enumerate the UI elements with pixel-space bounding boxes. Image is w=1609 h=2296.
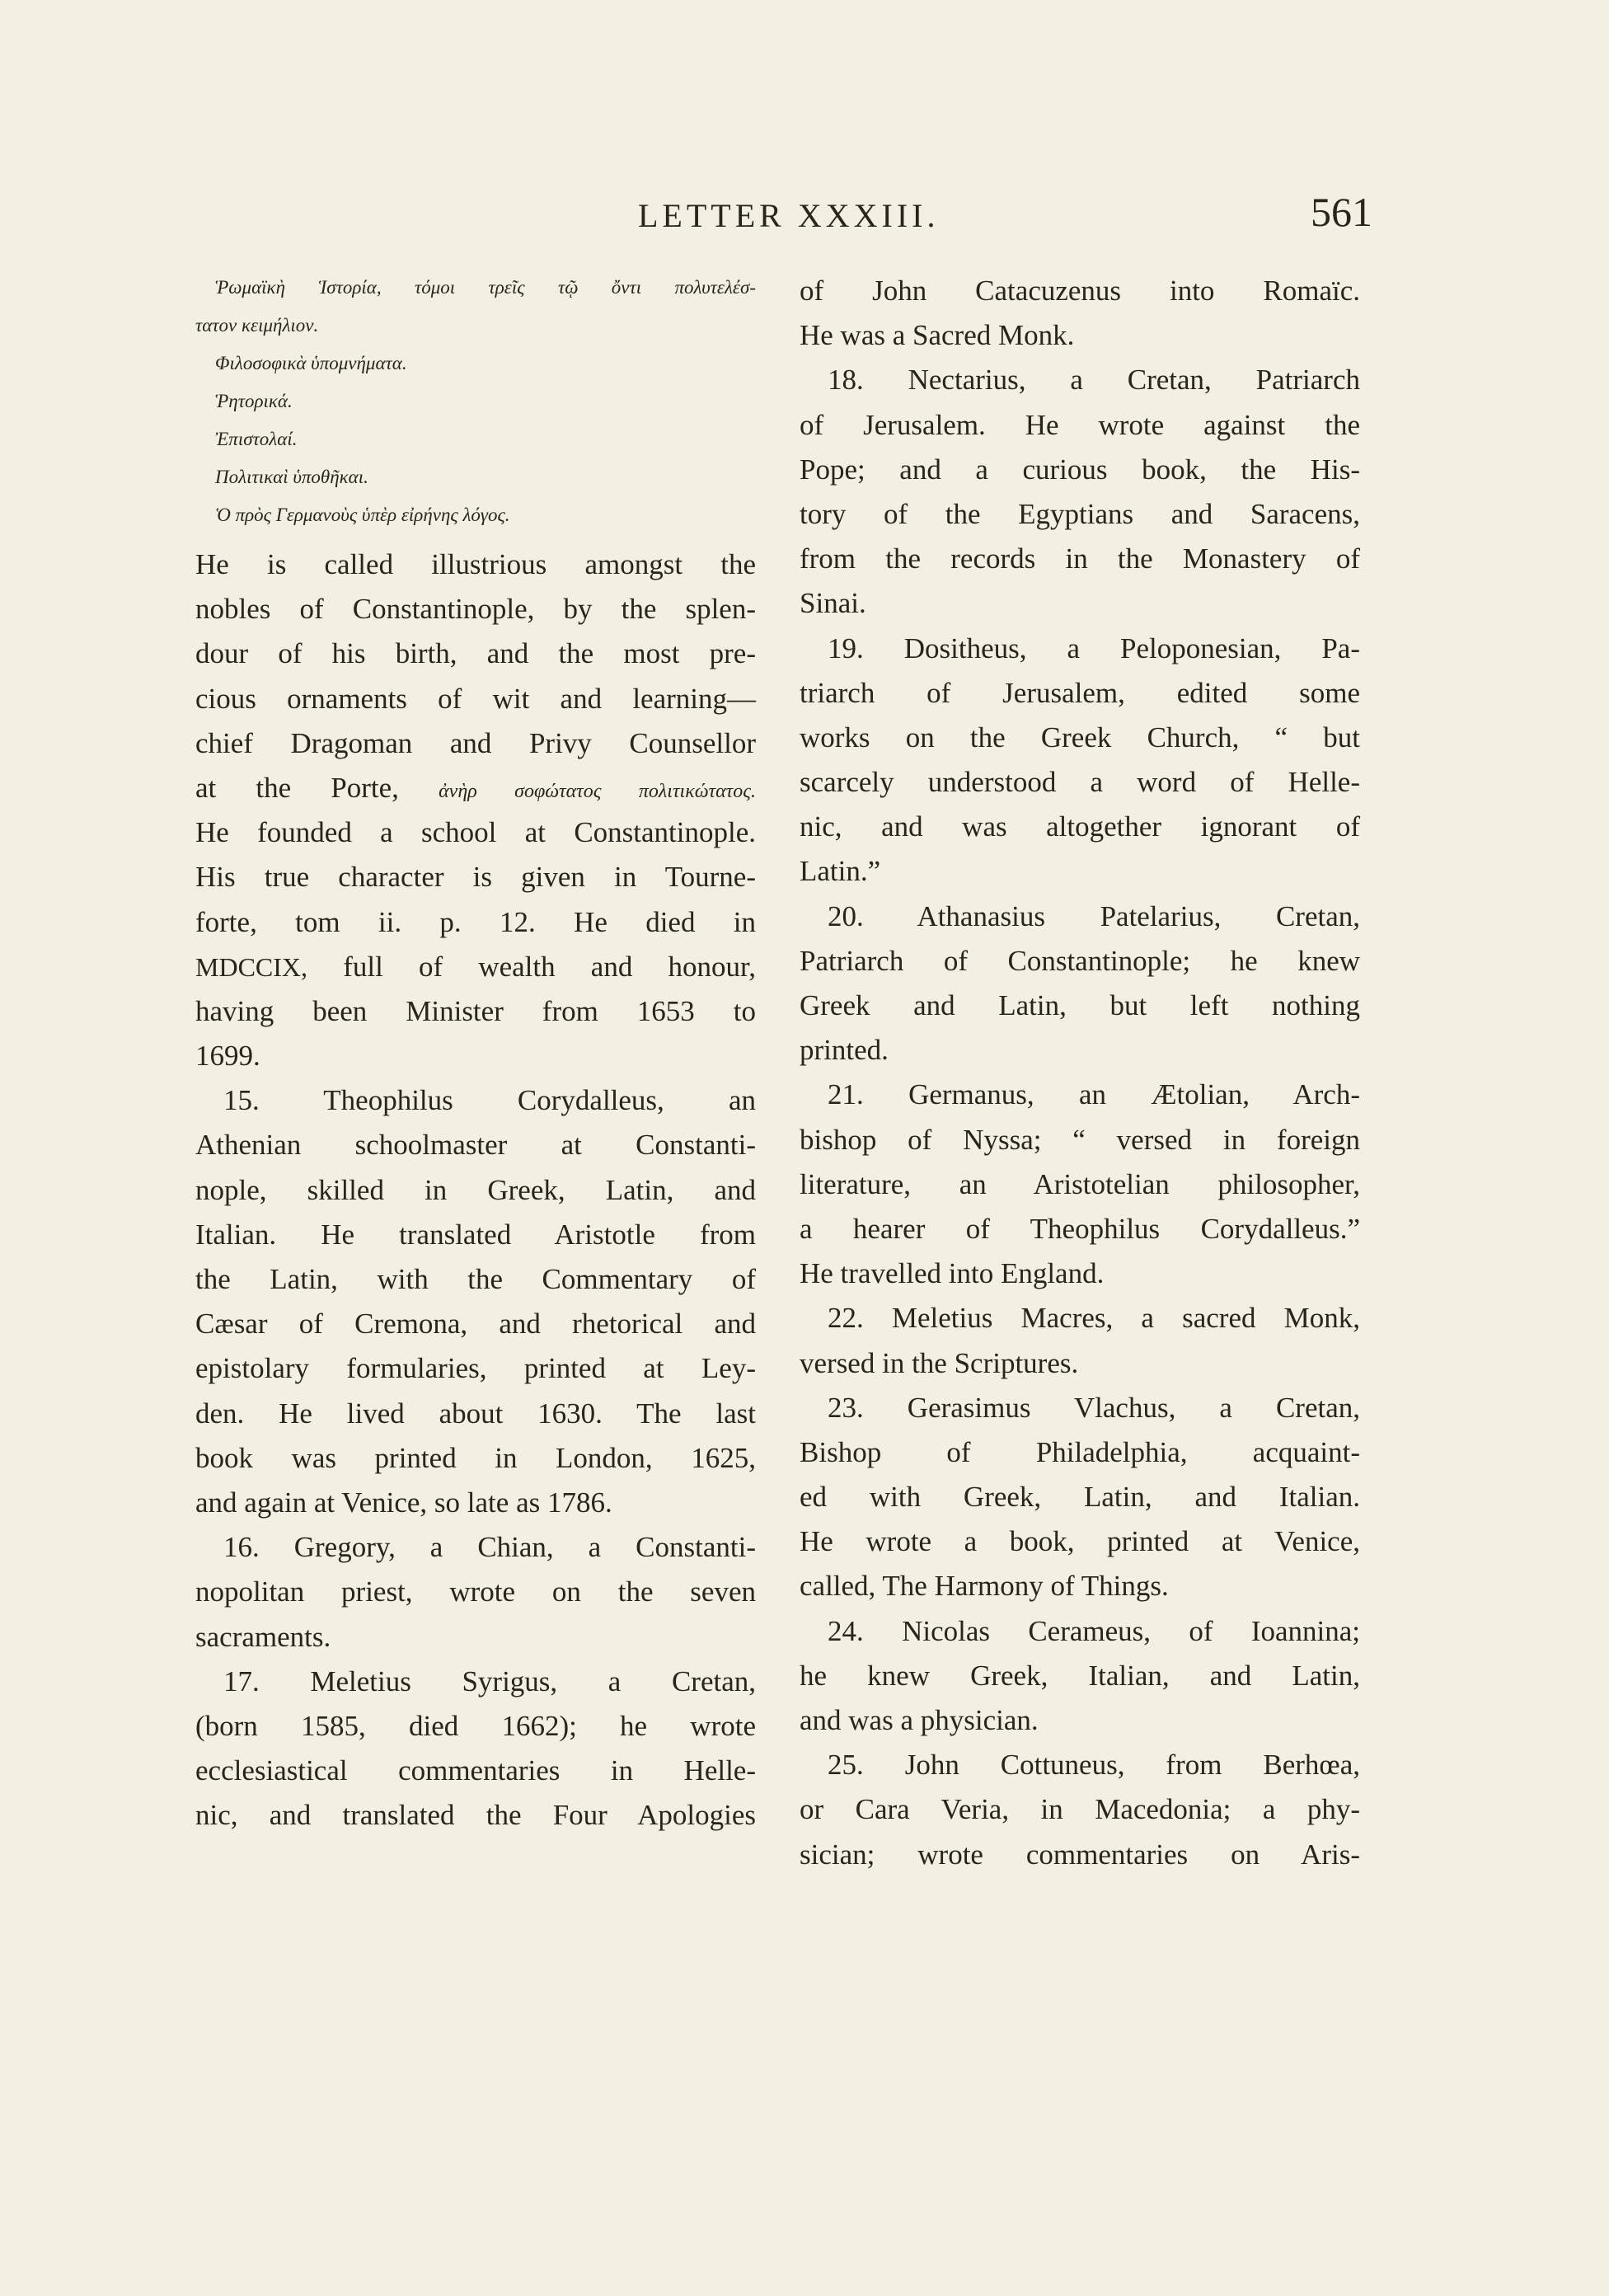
text-line: chief Dragoman and Privy Counsellor bbox=[195, 726, 756, 759]
text-line: 1699. bbox=[195, 1040, 260, 1073]
text-line: den. He lived about 1630. The last bbox=[195, 1397, 756, 1430]
text-line: 15. Theophilus Corydalleus, an bbox=[223, 1084, 756, 1117]
running-title: LETTER XXXIII. bbox=[638, 197, 940, 234]
text-line bbox=[195, 766, 756, 810]
greek-list-item: τατον κειμήλιον. bbox=[195, 315, 319, 336]
right-column bbox=[800, 269, 1360, 1877]
greek-list-item: Πολιτικαὶ ὑποθῆκαι. bbox=[215, 467, 368, 487]
text-line: scarcely understood a word of Helle- bbox=[800, 766, 1360, 799]
text-line: Bishop of Philadelphia, acquaint- bbox=[800, 1435, 1360, 1468]
text-line: sician; wrote commentaries on Aris- bbox=[800, 1838, 1360, 1871]
greek-list-item: Φιλοσοφικὰ ὑπομνήματα. bbox=[215, 353, 407, 373]
text-line: he knew Greek, Italian, and Latin, bbox=[800, 1659, 1360, 1692]
text-line: Latin.” bbox=[800, 855, 881, 888]
text-line: tory of the Egyptians and Saracens, bbox=[800, 497, 1360, 530]
text-line: Greek and Latin, but left nothing bbox=[800, 989, 1360, 1021]
text-line: 23. Gerasimus Vlachus, a Cretan, bbox=[828, 1391, 1360, 1424]
text-line: book was printed in London, 1625, bbox=[195, 1441, 756, 1474]
roman-numeral-year: MDCCIX, bbox=[195, 951, 308, 982]
text-line: He travelled into England. bbox=[800, 1257, 1105, 1290]
text-line: Cæsar of Cremona, and rhetorical and bbox=[195, 1308, 756, 1341]
text-line: dour of his birth, and the most pre- bbox=[195, 637, 756, 670]
text-line: called, The Harmony of Things. bbox=[800, 1570, 1169, 1603]
text-fragment: full of wealth and honour, bbox=[343, 950, 757, 983]
text-line: He is called illustrious amongst the bbox=[195, 548, 756, 580]
text-line: Sinai. bbox=[800, 587, 866, 620]
text-line: His true character is given in Tourne- bbox=[195, 861, 756, 894]
text-line: of Jerusalem. He wrote against the bbox=[800, 408, 1360, 441]
text-line: Athenian schoolmaster at Constanti- bbox=[195, 1129, 756, 1162]
text-line: nic, and translated the Four Apologies bbox=[195, 1799, 756, 1832]
text-line: 21. Germanus, an Ætolian, Arch- bbox=[828, 1078, 1360, 1111]
text-line: Italian. He translated Aristotle from bbox=[195, 1218, 756, 1251]
text-line: 22. Meletius Macres, a sacred Monk, bbox=[828, 1302, 1360, 1335]
text-fragment: at the Porte, bbox=[195, 771, 399, 804]
greek-phrase: ἀνὴρ σοφώτατος πολιτικώτατος. bbox=[439, 780, 757, 802]
text-line: forte, tom ii. p. 12. He died in bbox=[195, 905, 756, 938]
text-line: and again at Venice, so late as 1786. bbox=[195, 1486, 612, 1519]
text-line: works on the Greek Church, “ but bbox=[800, 721, 1360, 754]
text-line: epistolary formularies, printed at Ley- bbox=[195, 1352, 756, 1385]
text-line: nic, and was altogether ignorant of bbox=[800, 810, 1360, 843]
text-line: (born 1585, died 1662); he wrote bbox=[195, 1709, 756, 1742]
text-line: triarch of Jerusalem, edited some bbox=[800, 676, 1360, 709]
text-line: nobles of Constantinople, by the splen- bbox=[195, 593, 756, 626]
text-line: the Latin, with the Commentary of bbox=[195, 1263, 756, 1295]
text-line: Patriarch of Constantinople; he knew bbox=[800, 944, 1360, 977]
text-line: 24. Nicolas Cerameus, of Ioannina; bbox=[828, 1614, 1360, 1647]
text-line: He wrote a book, printed at Venice, bbox=[800, 1525, 1360, 1558]
greek-list-item: Ὁ πρὸς Γερμανοὺς ὑπὲρ εἰρήνης λόγος. bbox=[215, 505, 510, 525]
text-line: 25. John Cottuneus, from Berhœa, bbox=[828, 1749, 1360, 1782]
greek-list-item: Ἐπιστολαί. bbox=[215, 429, 298, 449]
text-line: 18. Nectarius, a Cretan, Patriarch bbox=[828, 364, 1360, 397]
text-line: 16. Gregory, a Chian, a Constanti- bbox=[223, 1531, 756, 1564]
text-line: bishop of Nyssa; “ versed in foreign bbox=[800, 1123, 1360, 1156]
greek-list-item: Ῥωμαϊκὴ Ἱστορία, τόμοι τρεῖς τῷ ὄντι πολυτελέσ- bbox=[215, 277, 756, 298]
text-line: having been Minister from 1653 to bbox=[195, 994, 756, 1027]
text-line: cious ornaments of wit and learning— bbox=[195, 682, 756, 715]
text-line: or Cara Veria, in Macedonia; a phy- bbox=[800, 1793, 1360, 1826]
text-line: literature, an Aristotelian philosopher, bbox=[800, 1167, 1360, 1200]
left-column bbox=[195, 269, 756, 1838]
text-line: ed with Greek, Latin, and Italian. bbox=[800, 1481, 1360, 1514]
text-line: 17. Meletius Syrigus, a Cretan, bbox=[223, 1664, 756, 1697]
greek-list-item: Ῥητορικά. bbox=[215, 391, 293, 411]
text-line: and was a physician. bbox=[800, 1704, 1039, 1736]
text-line: 20. Athanasius Patelarius, Cretan, bbox=[828, 899, 1360, 932]
text-line bbox=[195, 945, 756, 989]
text-line: He founded a school at Constantinople. bbox=[195, 816, 756, 849]
text-line: He was a Sacred Monk. bbox=[800, 319, 1075, 352]
text-line: sacraments. bbox=[195, 1620, 331, 1653]
text-line: a hearer of Theophilus Corydalleus.” bbox=[800, 1212, 1360, 1245]
text-line: nople, skilled in Greek, Latin, and bbox=[195, 1173, 756, 1206]
text-line: nopolitan priest, wrote on the seven bbox=[195, 1575, 756, 1608]
running-header bbox=[0, 188, 1609, 246]
text-line: from the records in the Monastery of bbox=[800, 542, 1360, 575]
text-line: printed. bbox=[800, 1034, 889, 1067]
text-line: Pope; and a curious book, the His- bbox=[800, 453, 1360, 486]
text-line: ecclesiastical commentaries in Helle- bbox=[195, 1754, 756, 1787]
text-line: of John Catacuzenus into Romaïc. bbox=[800, 275, 1360, 307]
text-line: versed in the Scriptures. bbox=[800, 1346, 1079, 1379]
left-body-text bbox=[195, 542, 756, 1838]
greek-works-list bbox=[195, 269, 756, 534]
text-line: 19. Dositheus, a Peloponesian, Pa- bbox=[828, 632, 1360, 664]
page-number: 561 bbox=[1311, 189, 1372, 235]
